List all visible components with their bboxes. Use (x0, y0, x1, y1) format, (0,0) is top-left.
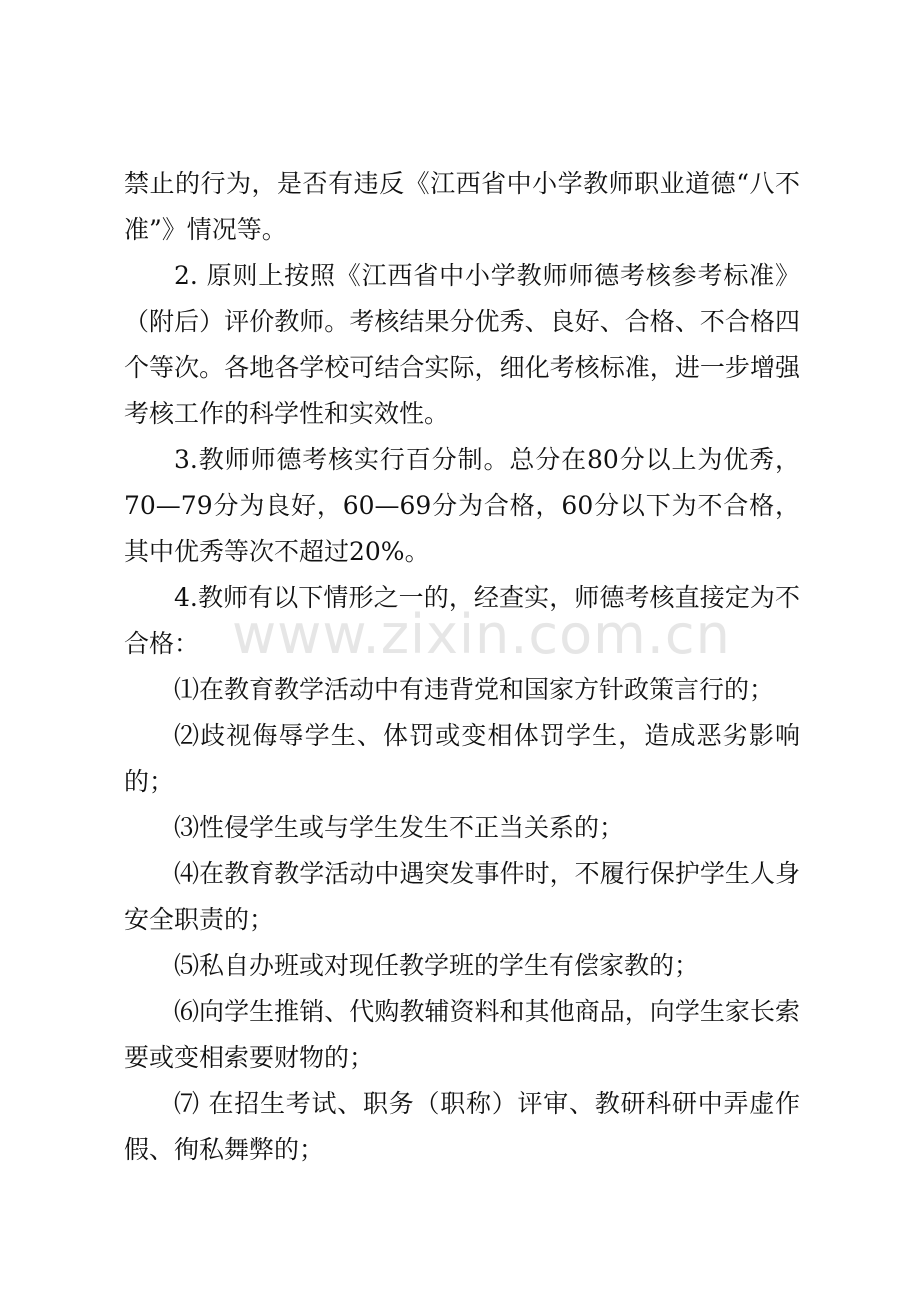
list-item-7: ⑺ 在招生考试、职务（职称）评审、教研科研中弄虚作假、徇私舞弊的； (124, 1089, 800, 1164)
list-item-6: ⑹向学生推销、代购教辅资料和其他商品，向学生家长索要或变相索要财物的； (124, 997, 800, 1072)
list-item-4: ⑷在教育教学活动中遇突发事件时，不履行保护学生人身安全职责的； (124, 859, 800, 934)
document-body (124, 161, 800, 1173)
list-item-5: ⑸私自办班或对现任教学班的学生有偿家教的； (174, 951, 700, 980)
list-item-1: ⑴在教育教学活动中有违背党和国家方针政策言行的； (174, 675, 775, 704)
paragraph-item-4: 4.教师有以下情形之一的，经查实，师德考核直接定为不合格： (124, 583, 800, 658)
paragraph-item-2: 2. 原则上按照《江西省中小学教师师德考核参考标准》（附后）评价教师。考核结果分优秀、良好、合格、不合格四个等次。各地各学校可结合实际，细化考核标准，进一步增强考核工作的科学性和实效性。 (124, 261, 800, 428)
list-item-2: ⑵歧视侮辱学生、体罚或变相体罚学生，造成恶劣影响的； (124, 721, 800, 796)
list-item-3: ⑶性侵学生或与学生发生不正当关系的； (174, 813, 625, 842)
paragraph-continuation: 禁止的行为，是否有违反《江西省中小学教师职业道德“八不准”》情况等。 (124, 169, 800, 244)
watermark: www.zixin.com.cn (232, 603, 731, 666)
paragraph-item-3: 3.教师师德考核实行百分制。总分在80分以上为优秀，70—79分为良好，60—69分为合格，60分以下为不合格，其中优秀等次不超过20%。 (124, 445, 800, 566)
